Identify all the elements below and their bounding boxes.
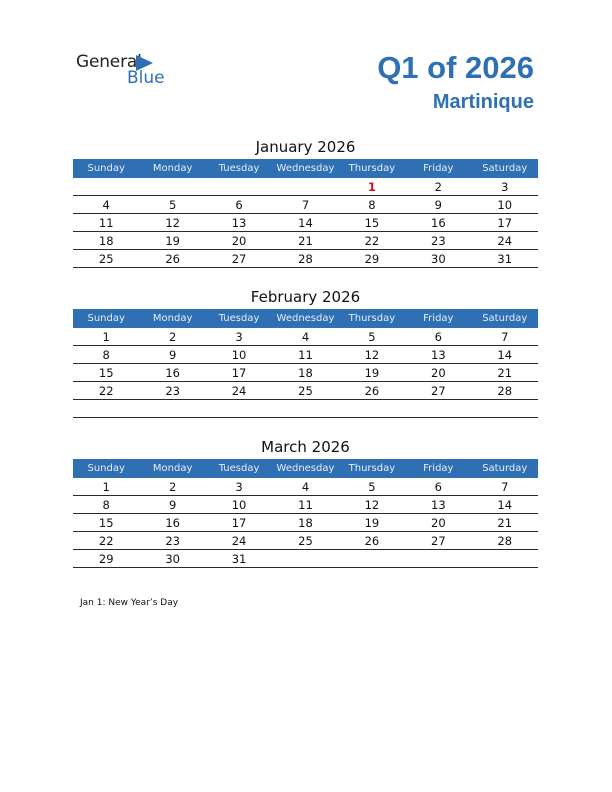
month-calendar [73, 286, 538, 418]
day-cell: 2 [168, 480, 177, 494]
day-cell: 1 [102, 330, 110, 344]
month-calendar [73, 136, 538, 268]
day-cell: 31 [231, 552, 247, 566]
month-title: February 2026 [250, 288, 361, 306]
day-cell: 10 [231, 498, 247, 512]
week-row [73, 532, 538, 550]
day-cell: 23 [165, 384, 180, 398]
day-cell: 17 [231, 366, 247, 380]
weekday-label: Wednesday [276, 163, 335, 174]
page-subtitle: Martinique [432, 91, 534, 113]
day-cell: 28 [497, 384, 513, 398]
day-cell: 26 [364, 534, 380, 548]
day-cell [73, 400, 139, 417]
day-cell: 11 [298, 348, 313, 362]
day-cell: 19 [364, 516, 380, 530]
day-cell [73, 178, 139, 195]
day-cell: 22 [98, 534, 114, 548]
day-cell: 28 [298, 252, 313, 266]
day-cell: 21 [298, 234, 313, 248]
day-cell: 27 [231, 252, 247, 266]
page-title: Q1 of 2026 [377, 50, 534, 85]
day-cell: 14 [298, 216, 313, 230]
day-cell [139, 178, 205, 195]
day-cell [405, 550, 471, 567]
week-row [73, 550, 538, 568]
weekday-label: Monday [152, 313, 193, 324]
day-cell [272, 178, 338, 195]
week-row [73, 514, 538, 532]
day-cell [206, 400, 272, 417]
day-cell: 23 [431, 234, 446, 248]
week-row [73, 214, 538, 232]
day-cell: 15 [364, 216, 380, 230]
day-cell [472, 550, 538, 567]
week-row [73, 178, 538, 196]
weekday-label: Thursday [348, 313, 396, 324]
week-row [73, 346, 538, 364]
day-cell: 9 [434, 198, 442, 212]
holiday-note: Jan 1: New Year’s Day [80, 598, 179, 608]
day-cell [272, 400, 338, 417]
day-cell: 4 [301, 330, 310, 344]
month-title: January 2026 [255, 138, 356, 156]
day-cell: 29 [364, 252, 380, 266]
weekday-label: Thursday [348, 463, 396, 474]
day-cell: 18 [298, 366, 313, 380]
generalblue-logo [76, 52, 186, 92]
day-cell [206, 178, 272, 195]
weekday-label: Friday [423, 463, 454, 474]
week-row [73, 328, 538, 346]
day-cell: 5 [368, 480, 376, 494]
day-cell: 18 [98, 234, 114, 248]
day-cell: 25 [298, 384, 313, 398]
day-cell [139, 400, 205, 417]
day-cell: 24 [231, 384, 247, 398]
day-cell: 12 [165, 216, 180, 230]
day-cell: 14 [497, 348, 513, 362]
day-cell: 7 [501, 480, 509, 494]
day-cell: 20 [431, 516, 446, 530]
weekday-label: Saturday [482, 313, 528, 324]
day-cell: 3 [501, 180, 509, 194]
holiday-day-cell: 1 [367, 180, 376, 194]
day-cell: 7 [301, 198, 310, 212]
day-cell: 8 [102, 348, 110, 362]
weekday-label: Monday [152, 463, 193, 474]
day-cell: 20 [431, 366, 446, 380]
weekday-label: Monday [152, 163, 193, 174]
day-cell: 3 [235, 330, 243, 344]
day-cell: 17 [231, 516, 247, 530]
weekday-label: Tuesday [218, 463, 260, 474]
day-cell: 9 [168, 498, 177, 512]
day-cell: 25 [98, 252, 114, 266]
day-cell: 12 [364, 348, 380, 362]
weekday-label: Wednesday [276, 463, 335, 474]
day-cell: 9 [168, 348, 177, 362]
day-cell: 14 [497, 498, 513, 512]
day-cell: 17 [497, 216, 513, 230]
week-row [73, 364, 538, 382]
day-cell: 6 [434, 330, 442, 344]
week-row [73, 400, 538, 418]
day-cell: 10 [231, 348, 247, 362]
weekday-label: Saturday [482, 163, 528, 174]
day-cell: 13 [231, 216, 247, 230]
day-cell [472, 400, 538, 417]
logo-text-blue: Blue [127, 68, 165, 88]
day-cell: 3 [235, 480, 243, 494]
day-cell: 21 [497, 366, 513, 380]
day-cell: 11 [298, 498, 313, 512]
week-row [73, 250, 538, 268]
day-cell: 27 [431, 384, 446, 398]
day-cell: 11 [98, 216, 114, 230]
weekday-label: Friday [423, 313, 454, 324]
day-cell: 22 [364, 234, 380, 248]
day-cell: 8 [368, 198, 376, 212]
day-cell: 30 [431, 252, 446, 266]
day-cell: 16 [165, 366, 180, 380]
day-cell: 28 [497, 534, 513, 548]
day-cell: 29 [98, 552, 114, 566]
day-cell: 24 [497, 234, 513, 248]
day-cell: 10 [497, 198, 513, 212]
day-cell: 4 [301, 480, 310, 494]
weekday-label: Sunday [87, 313, 125, 324]
day-cell: 6 [434, 480, 442, 494]
day-cell: 5 [368, 330, 376, 344]
day-cell: 27 [431, 534, 446, 548]
day-cell: 31 [497, 252, 513, 266]
day-cell: 25 [298, 534, 313, 548]
day-cell: 21 [497, 516, 513, 530]
day-cell: 13 [431, 498, 446, 512]
day-cell: 30 [165, 552, 180, 566]
day-cell [339, 400, 405, 417]
day-cell: 8 [102, 498, 110, 512]
day-cell: 26 [364, 384, 380, 398]
day-cell: 2 [168, 330, 177, 344]
day-cell: 13 [431, 348, 446, 362]
day-cell [339, 550, 405, 567]
day-cell: 16 [165, 516, 180, 530]
day-cell [272, 550, 338, 567]
weekday-label: Sunday [87, 163, 125, 174]
day-cell: 18 [298, 516, 313, 530]
day-cell: 16 [431, 216, 446, 230]
week-row [73, 496, 538, 514]
weekday-header [73, 309, 538, 328]
logo-text-general: General [76, 52, 142, 72]
day-cell [405, 400, 471, 417]
day-cell: 20 [231, 234, 247, 248]
day-cell: 12 [364, 498, 380, 512]
week-row [73, 196, 538, 214]
day-cell: 5 [168, 198, 177, 212]
weekday-header [73, 459, 538, 478]
day-cell: 24 [231, 534, 247, 548]
day-cell: 6 [235, 198, 243, 212]
weekday-label: Tuesday [218, 163, 260, 174]
day-cell: 26 [165, 252, 180, 266]
month-title: March 2026 [261, 438, 350, 456]
day-cell: 15 [98, 516, 114, 530]
day-cell: 7 [501, 330, 509, 344]
week-row [73, 382, 538, 400]
month-calendar [73, 436, 538, 568]
weekday-label: Wednesday [276, 313, 335, 324]
day-cell: 23 [165, 534, 180, 548]
day-cell: 4 [102, 198, 110, 212]
weekday-label: Sunday [87, 463, 125, 474]
day-cell: 15 [98, 366, 114, 380]
day-cell: 2 [434, 180, 442, 194]
week-row [73, 232, 538, 250]
weekday-label: Thursday [348, 163, 396, 174]
day-cell: 22 [98, 384, 114, 398]
day-cell: 19 [165, 234, 180, 248]
weekday-label: Saturday [482, 463, 528, 474]
weekday-header [73, 159, 538, 178]
weekday-label: Tuesday [218, 313, 260, 324]
day-cell: 1 [102, 480, 110, 494]
week-row [73, 478, 538, 496]
weekday-label: Friday [423, 163, 454, 174]
day-cell: 19 [364, 366, 380, 380]
